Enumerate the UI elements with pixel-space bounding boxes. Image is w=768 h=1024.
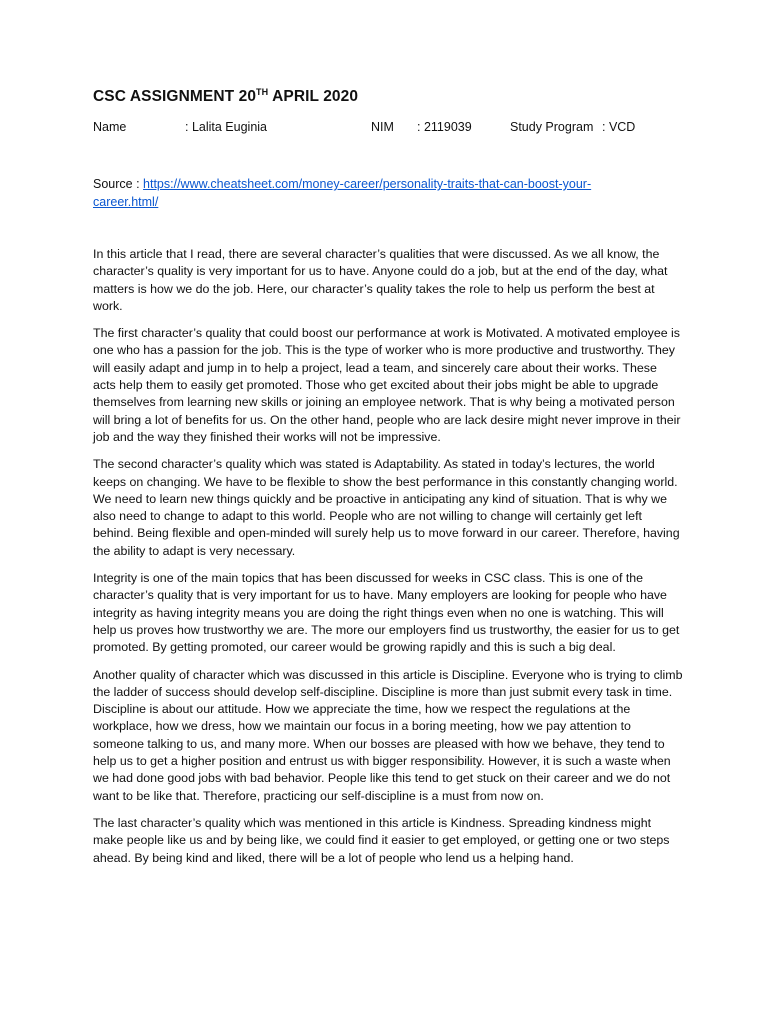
- article-body: [93, 246, 683, 877]
- title-suffix: APRIL 2020: [268, 88, 359, 105]
- paragraph-discipline: Another quality of character which was discussed in this article is Discipline. Everyone who is trying to climb the ladder of success should develop self-discipline. Discipline is more than just submit every task in time. Discipline is about our attitude. How we appreciate the time, how we respect the regulations at the workplace, how we dress, how we maintain our focus in a boring meeting, how we pay attention to someone talking to us, and many more. When our bosses are pleased with how we behave, they tend to help us to get a higher position and entrust us with bigger responsibility. However, it is such a waste when we had done good jobs with bad behavior. People like this tend to get stuck on their career and we do not want to be like that. Therefore, practicing our self-discipline is a must from now on.: [93, 667, 683, 803]
- nim-label: NIM: [371, 120, 394, 134]
- paragraph-motivated: The first character’s quality that could boost our performance at work is Motivated. A motivated employee is one who has a passion for the job. This is the type of worker who is more productive and trustworthy. They will easily adapt and jump in to help a project, lead a team, and sincerely care about their works. These acts help them to easily get promoted. Those who get excited about their jobs might be able to upgrade themselves from learning new skills or joining an employee network. That is why being a motivated person will bring a lot of benefits for us. On the other hand, people who are lack desire might never improve in their job and the way they finished their works will not be impressive.: [93, 326, 681, 444]
- study-program-value: : VCD: [602, 120, 636, 134]
- document-page: [93, 0, 683, 1024]
- paragraph-intro: In this article that I read, there are several character’s qualities that were discussed. As we all know, the character’s quality is very important for us to have. Anyone could do a job, but at the end of the day, what matters is how we do the job. Here, our character’s quality takes the role to help us perform the best at work.: [93, 247, 668, 313]
- paragraph-kindness: The last character’s quality which was mentioned in this article is Kindness. Spreading kindness might make people like us and by being like, we could find it easier to get employed, or getting one or two steps ahead. By being kind and liked, there will be a lot of people who lend us a helping hand.: [93, 815, 670, 865]
- paragraph-adaptability: The second character’s quality which was stated is Adaptability. As stated in today’s lectures, the world keeps on changing. We have to be flexible to show the best performance in this constantly changing world. We need to learn new things quickly and be proactive in anticipating any kind of situation. That is why we also need to change to adapt to this world. People who are not willing to change will certainly get left behind. Being flexible and open-minded will surely help us to move forward in our career. Therefore, having the ability to adapt is very necessary.: [93, 457, 680, 558]
- name-label: Name: [93, 120, 127, 134]
- source-label: Source :: [93, 177, 144, 191]
- student-info-row: [93, 120, 683, 138]
- title-superscript: TH: [256, 87, 269, 97]
- paragraph-integrity: Integrity is one of the main topics that has been discussed for weeks in CSC class. This is one of the character’s quality that is very important for us to have. Many employers are looking for people who have integrity as having integrity means you are doing the right things even when no one is watching. This will help us proves how trustworthy we are. The more our employers find us trustworthy, the easier for us to get promoted. By getting promoted, our career would be growing rapidly and this is such a big deal.: [93, 571, 680, 655]
- title-prefix: CSC ASSIGNMENT 20: [93, 88, 257, 105]
- document-title: [93, 88, 358, 106]
- source-line: [93, 175, 653, 211]
- nim-value: : 2119039: [417, 120, 472, 134]
- name-value: : Lalita Euginia: [185, 120, 268, 134]
- source-link[interactable]: https://www.cheatsheet.com/money-career/personality-traits-that-can-boost-your-career.html/: [93, 177, 592, 209]
- study-program-label: Study Program: [510, 120, 594, 134]
